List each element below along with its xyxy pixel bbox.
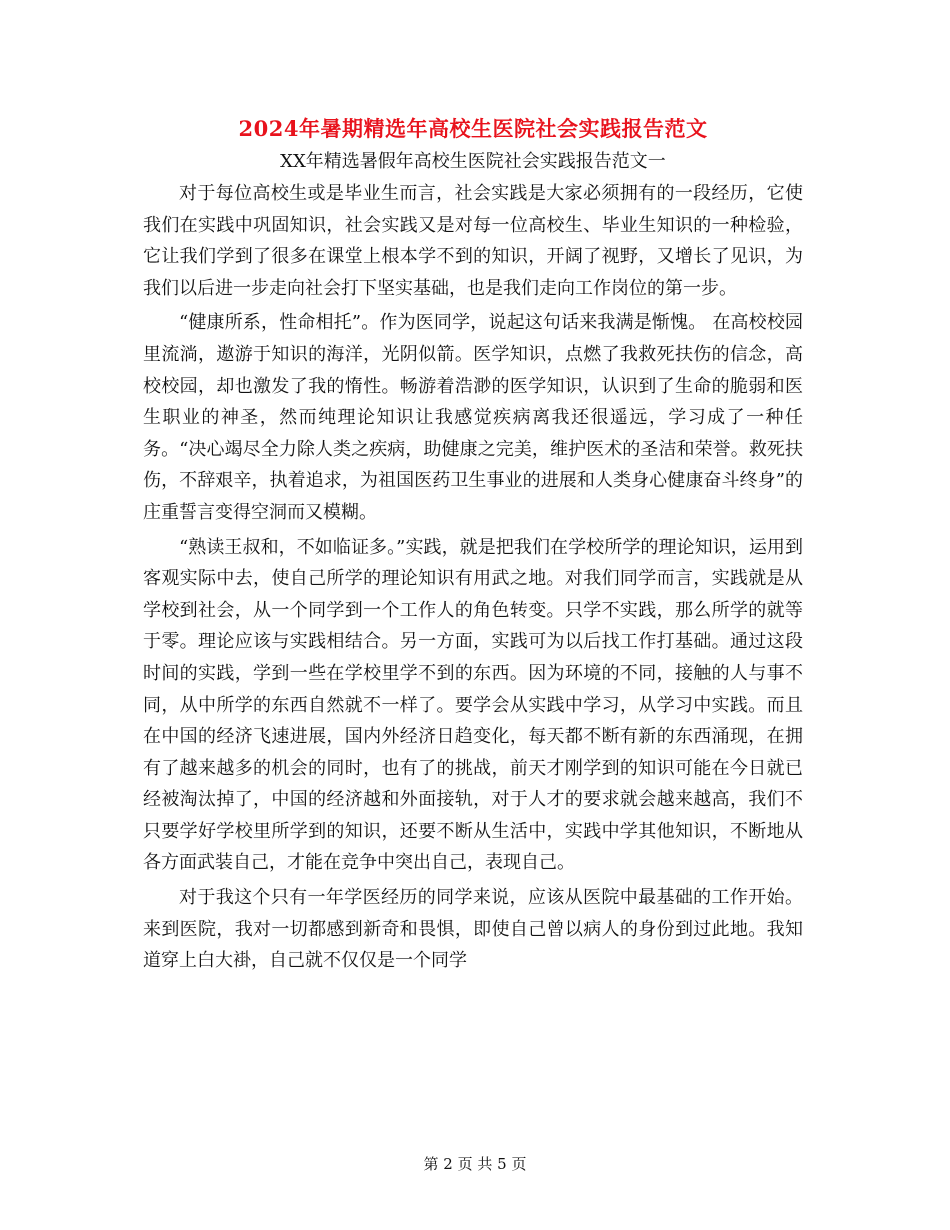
document-body [143,112,803,977]
paragraph-3: “熟读王叔和，不如临证多。”实践，就是把我们在学校所学的理论知识，运用到客观实际中去，使自己所学的理论知识有用武之地。对我们同学而言，实践就是从学校到社会，从一个同学到一个工作人的角色转变。只学不实践，那么所学的就等于零。理论应该与实践相结合。另一方面，实践可为以后找工作打基础。通过这段时间的实践，学到一些在学校里学不到的东西。因为环境的不同，接触的人与事不同，从中所学的东西自然就不一样了。要学会从实践中学习，从学习中实践。而且在中国的经济飞速进展，国内外经济日趋变化，每天都不断有新的东西涌现，在拥有了越来越多的机会的同时，也有了的挑战，前天才刚学到的知识可能在今日就已经被淘汰掉了，中国的经济越和外面接轨，对于人才的要求就会越来越高，我们不只要学好学校里所学到的知识，还要不断从生活中，实践中学其他知识，不断地从各方面武装自己，才能在竞争中突出自己，表现自己。 [143,536,803,874]
page-number-footer: 第 2 页 共 5 页 [423,1155,527,1173]
paragraph-2: “健康所系，性命相托”。作为医同学，说起这句话来我满是惭愧。 在高校校园里流淌，遨游于知识的海洋，光阴似箭。医学知识，点燃了我救死扶伤的信念，高校校园，却也激发了我的惰性。畅游着浩渺的医学知识，认识到了生命的脆弱和医生职业的神圣，然而纯理论知识让我感觉疾病离我还很遥远，学习成了一种任务。“决心竭尽全力除人类之疾病，助健康之完美，维护医术的圣洁和荣誉。救死扶伤，不辞艰辛，执着追求，为祖国医药卫生事业的进展和人类身心健康奋斗终身”的庄重誓言变得空洞而又模糊。 [143,312,803,523]
paragraph-1: 对于每位高校生或是毕业生而言，社会实践是大家必须拥有的一段经历，它使我们在实践中巩固知识，社会实践又是对每一位高校生、毕业生知识的一种检验，它让我们学到了很多在课堂上根本学不到的知识，开阔了视野，又增长了见识，为我们以后进一步走向社会打下坚实基础，也是我们走向工作岗位的第一步。 [143,183,803,299]
paragraph-4: 对于我这个只有一年学医经历的同学来说，应该从医院中最基础的工作开始。来到医院，我对一切都感到新奇和畏惧，即使自己曾以病人的身份到过此地。我知道穿上白大褂，自己就不仅仅是一个同学 [143,887,803,972]
document-subtitle: XX年精选暑假年高校生医院社会实践报告范文一 [280,151,666,172]
document-title: 2024年暑期精选年高校生医院社会实践报告范文 [238,116,708,141]
